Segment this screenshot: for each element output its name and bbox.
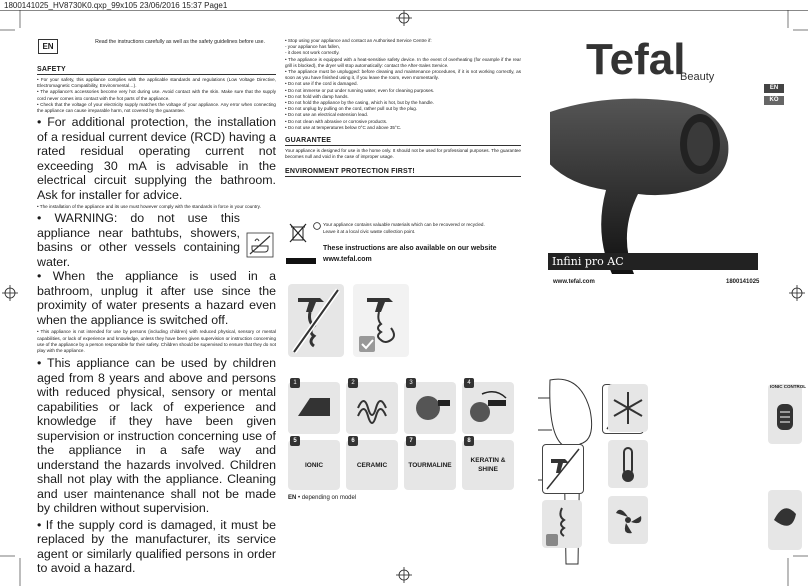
safety-column (37, 66, 276, 576)
tile-number: 6 (348, 436, 358, 446)
note-lang: EN (288, 495, 297, 501)
lang-tab-en[interactable]: EN (764, 84, 784, 93)
filter-tile (768, 490, 802, 550)
product-name: Infini pro AC (548, 253, 758, 270)
feature-tile-4 (462, 382, 514, 434)
middle-p7: • Do not hold the appliance by the casing, which is hot, but by the handle. (285, 100, 434, 106)
feature-ceramic (346, 440, 398, 490)
divider (285, 145, 521, 146)
tile-number: 4 (464, 378, 474, 388)
guarantee-heading: GUARANTEE (285, 137, 332, 145)
middle-p1a: - your appliance has fallen, (285, 44, 340, 50)
safety-rcd: • For additional protection, the installation of a residual current device (RCD) having a rated residual operating current not exceeding 30 mA is advisable in the electrical circuit supplying the bathroom. Ask for installer for advice. (37, 115, 276, 202)
brand-sub: Beauty (680, 71, 715, 83)
hairdryer-illustration (550, 82, 760, 282)
middle-p2: • The appliance is equipped with a heat-sensitive safety device. In the event of overheating (for example if the rear grill is blocked), the dryer will stop automatically: contact the After-Sales Service. (285, 56, 521, 68)
feature-tile-1 (288, 382, 340, 434)
cover-url[interactable]: www.tefal.com (553, 279, 595, 285)
snowflake-icon (608, 384, 648, 432)
illus-hanging-cord-wrong (288, 284, 344, 357)
tile-number: 8 (464, 436, 474, 446)
tile-number: 3 (406, 378, 416, 388)
middle-p10: • Do not clean with abrasive or corrosive products. (285, 118, 388, 124)
language-code-box: EN (38, 39, 58, 54)
feature-keratin (462, 440, 514, 490)
ionic-control-tile (768, 384, 802, 444)
safety-p2: • The appliance's accessories become very hot during use. Avoid contact with the skin. Make sure that the supply cord never comes into contact with the hot parts of the appliance. (37, 89, 276, 101)
fan-icon (608, 496, 648, 544)
print-header: 1800141025_HV8730K0.qxp_99x105 23/06/2016 15:37 Page1 (4, 1, 228, 10)
illus-loose-cord-right (353, 284, 409, 357)
safety-p1: • For your safety, this appliance complies with the applicable standards and regulations (Low Voltage Directive, Electromagnetic Compatibility, Environmental…). (37, 77, 276, 89)
divider (37, 74, 276, 75)
safety-warning: • WARNING: do not use this appliance near bathtubs, showers, basins or other vessels containing water. (37, 211, 240, 269)
tile-number: 5 (290, 436, 300, 446)
lang-tab-ko[interactable]: KO (764, 96, 784, 105)
middle-p5: • Do not immerse or put under running water, even for cleaning purposes. (285, 87, 435, 93)
middle-p8: • Do not unplug by pulling on the cord, rather pull out by the plug. (285, 106, 418, 112)
safety-p5: • This appliance is not intended for use by persons (including children) with reduced physical, sensory or mental capabilities, or lack of experience and knowledge, unless they have been given supervision or instruction concerning use of the appliance by a person responsible for their safety. Children should be supervised to ensure that they do not play with the appliance. (37, 329, 276, 354)
temperature-tile (608, 440, 648, 488)
safety-column-2 (285, 38, 521, 180)
tile-number: 1 (290, 378, 300, 388)
feature-tile-3 (404, 382, 456, 434)
feature-tile-2 (346, 382, 398, 434)
middle-p6: • Do not hold with damp hands. (285, 93, 349, 99)
intro-text: Read the instructions carefully as well as the safety guidelines before use. (95, 39, 265, 45)
middle-p1: • Stop using your appliance and contact an Authorised Service Centre if: (285, 38, 432, 43)
divider (285, 176, 521, 177)
safety-bathroom: • When the appliance is used in a bathroom, unplug it after use since the proximity of water presents a hazard even when the appliance is switched off. (37, 269, 276, 327)
safety-children: • This appliance can be used by children aged from 8 years and above and persons with reduced physical, sensory or mental capabilities or lack of experience and knowledge if they have been given supervision or instruction concerning use of the appliance in a safe way and understand the hazards involved. Children shall not play with the appliance. Cleaning and user maintenance shall not be made by children without supervision. (37, 356, 276, 516)
illus-no-dryer (542, 444, 584, 494)
middle-p3: • The appliance must be unplugged: before cleaning and maintenance procedures, if it is not working correctly, as soon as you have finished using it, if you leave the room, even momentarily. (285, 69, 521, 81)
tile-number: 7 (406, 436, 416, 446)
ionic-control-label: IONIC CONTROL (770, 384, 806, 389)
feature-ionic-label: IONIC (304, 461, 324, 469)
middle-p1b: - it does not work correctly. (285, 50, 340, 56)
cover-ref: 1800141025 (726, 279, 760, 285)
safety-p4: • The installation of the appliance and its use must however comply with the standards in force in your country. (37, 204, 261, 210)
middle-p11: • Do not use at temperatures below 0°C and above 35°C. (285, 124, 402, 130)
middle-p9: • Do not use an electrical extension lead. (285, 112, 369, 118)
feature-note (288, 495, 356, 501)
illus-cord-ok (542, 500, 582, 548)
feature-ionic (288, 440, 340, 490)
fan-speed-tile (608, 496, 648, 544)
feature-tourmaline (404, 440, 456, 490)
safety-p3: • Check that the voltage of your electricity supply matches the voltage of your appliance. Any error when connecting the appliance can cause irreparable harm, not covered by the guarantee. (37, 101, 276, 114)
cool-shot-tile (608, 384, 648, 432)
svg-text:Tefal: Tefal (586, 35, 686, 84)
feature-tourmaline-label: TOURMALINE (408, 461, 452, 469)
tile-number: 2 (348, 378, 358, 388)
color-bar (286, 258, 316, 264)
feature-ceramic-label: CERAMIC (356, 461, 388, 469)
recycle-icon (313, 222, 321, 230)
env-text-1: Your appliance contains valuable materials which can be recovered or recycled. (323, 222, 485, 227)
safety-heading: SAFETY (37, 66, 66, 73)
thermometer-icon (608, 440, 648, 488)
middle-p4: • Do not use if the cord is damaged. (285, 81, 358, 87)
weee-bin-icon (288, 222, 308, 244)
website-url[interactable]: www.tefal.com (323, 256, 372, 263)
feature-keratin-label: KERATIN & SHINE (470, 457, 506, 473)
guarantee-text: Your appliance is designed for use in the home only. It should not be used for professional purposes. The guarantee becomes null and void in the case of improper usage. (285, 148, 521, 160)
safety-cord: • If the supply cord is damaged, it must be replaced by the manufacturer, its service agent or similarly qualified persons in order to avoid a hazard. (37, 517, 276, 576)
no-bathtub-icon (246, 232, 274, 258)
env-text-2: Leave it at a local civic waste collection point. (323, 229, 416, 234)
env-heading: ENVIRONMENT PROTECTION FIRST! (285, 168, 415, 176)
note-text: • depending on model (298, 495, 357, 501)
website-line-1: These instructions are also available on our website (323, 245, 497, 252)
